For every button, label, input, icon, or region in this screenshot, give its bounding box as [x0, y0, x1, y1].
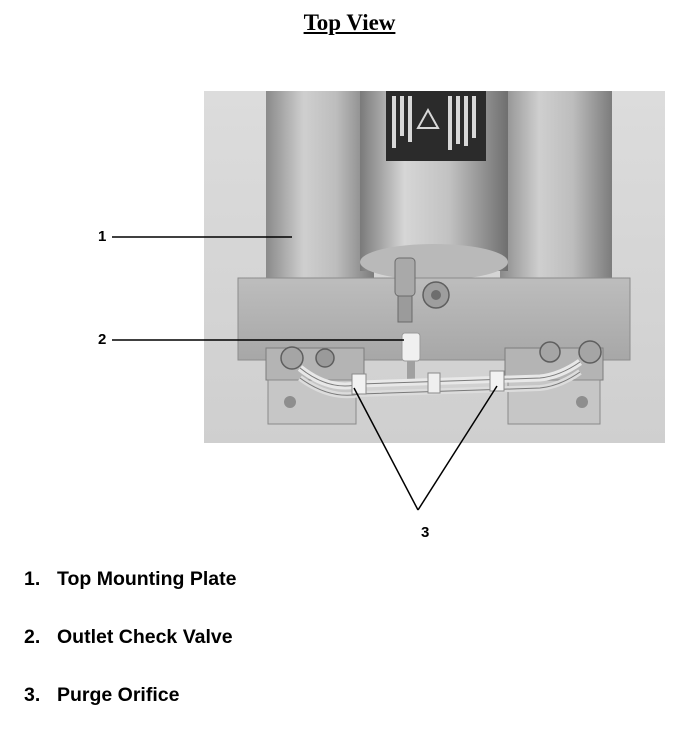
legend-label: Purge Orifice — [57, 684, 180, 706]
legend-label: Outlet Check Valve — [57, 626, 233, 648]
legend-number: 3. — [24, 684, 41, 706]
legend-number: 2. — [24, 626, 41, 648]
callout-2: 2 — [98, 331, 107, 348]
legend-label: Top Mounting Plate — [57, 568, 237, 590]
page-title: Top View — [303, 10, 396, 35]
legend-item-1 — [24, 568, 236, 591]
legend-item-3 — [24, 684, 179, 707]
callout-1: 1 — [98, 228, 107, 245]
legend-number: 1. — [24, 568, 41, 590]
callout-3: 3 — [421, 524, 430, 541]
legend-item-2 — [24, 626, 233, 649]
